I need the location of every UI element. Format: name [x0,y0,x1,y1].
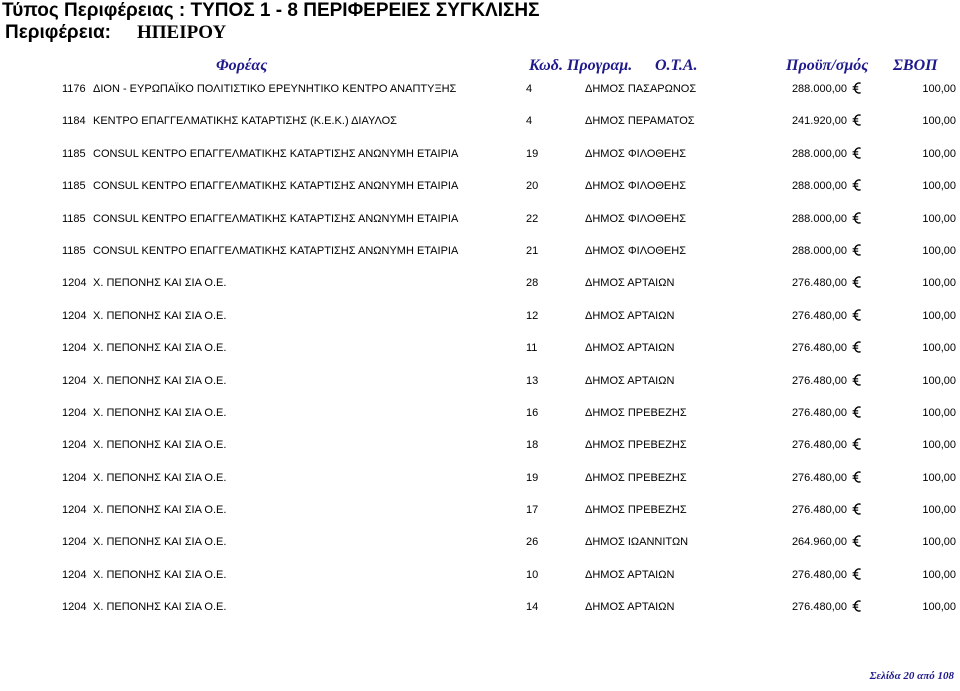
row-svop: 100,00 [922,439,956,452]
row-code: 1185 [62,147,86,160]
region-line [5,22,226,44]
column-header-foreas: Φορέας [216,57,268,74]
row-proupologismos: 264.960,00 [791,536,847,549]
table-row [0,590,960,622]
row-kod-program: 13 [526,374,539,387]
row-svop: 100,00 [922,406,956,419]
table-row [0,493,960,525]
page-counter: Σελίδα 20 από 108 [869,670,954,682]
euro-icon [852,437,862,451]
row-ota: ΔΗΜΟΣ ΑΡΤΑΙΩΝ [585,568,675,581]
row-code: 1185 [62,212,86,225]
row-proupologismos: 288.000,00 [791,244,847,257]
row-svop: 100,00 [922,342,956,355]
row-proupologismos: 276.480,00 [791,504,847,517]
row-ota: ΔΗΜΟΣ ΑΡΤΑΙΩΝ [585,601,675,614]
row-foreas: Χ. ΠΕΠΟΝΗΣ ΚΑΙ ΣΙΑ Ο.Ε. [93,277,227,290]
table-row [0,331,960,363]
row-svop: 100,00 [922,83,956,95]
euro-icon [852,340,862,354]
row-svop: 100,00 [922,536,956,549]
euro-icon [852,470,862,484]
row-svop: 100,00 [922,115,956,128]
euro-icon [852,81,862,95]
column-header-proupologismos: Προϋπ/σμός [786,57,869,74]
row-ota: ΔΗΜΟΣ ΠΡΕΒΕΖΗΣ [585,471,687,484]
table-row [0,396,960,428]
row-ota: ΔΗΜΟΣ ΠΡΕΒΕΖΗΣ [585,439,687,452]
row-foreas: CONSUL ΚΕΝΤΡΟ ΕΠΑΓΓΕΛΜΑΤΙΚΗΣ ΚΑΤΑΡΤΙΣΗΣ ΑΝΩΝΥΜΗ ΕΤΑΙΡΙΑ [93,212,459,225]
row-kod-program: 11 [526,342,538,355]
table-row [0,104,960,136]
row-code: 1204 [62,471,87,484]
row-ota: ΔΗΜΟΣ ΠΡΕΒΕΖΗΣ [585,406,687,419]
row-code: 1185 [62,180,86,193]
row-code: 1204 [62,277,87,290]
table-row [0,72,960,104]
row-foreas: Χ. ΠΕΠΟΝΗΣ ΚΑΙ ΣΙΑ Ο.Ε. [93,601,227,614]
euro-icon [852,599,862,613]
row-code: 1204 [62,439,87,452]
row-kod-program: 18 [526,439,539,452]
row-svop: 100,00 [922,309,956,322]
row-proupologismos: 288.000,00 [791,180,847,193]
row-proupologismos: 276.480,00 [791,601,847,614]
row-code: 1204 [62,568,87,581]
row-code: 1204 [62,309,87,322]
table-row [0,137,960,169]
table-row [0,558,960,590]
row-kod-program: 22 [526,212,539,225]
row-proupologismos: 241.920,00 [791,115,847,128]
euro-icon [852,308,862,322]
row-kod-program: 14 [526,601,539,614]
row-code: 1204 [62,374,87,387]
table-row [0,169,960,201]
row-ota: ΔΗΜΟΣ ΑΡΤΑΙΩΝ [585,374,675,387]
row-foreas: Χ. ΠΕΠΟΝΗΣ ΚΑΙ ΣΙΑ Ο.Ε. [93,536,227,549]
euro-icon [852,178,862,192]
row-proupologismos: 276.480,00 [791,439,847,452]
euro-icon [852,534,862,548]
table-row [0,202,960,234]
row-proupologismos: 276.480,00 [791,277,847,290]
page-title: Τύπος Περιφέρειας : ΤΥΠΟΣ 1 - 8 ΠΕΡΙΦΕΡΕΙΕΣ ΣΥΓΚΛΙΣΗΣ [2,0,540,21]
row-ota: ΔΗΜΟΣ ΑΡΤΑΙΩΝ [585,342,675,355]
row-code: 1204 [62,342,87,355]
row-svop: 100,00 [922,601,956,614]
row-kod-program: 28 [526,277,539,290]
row-code: 1176 [62,83,86,95]
row-foreas: Χ. ΠΕΠΟΝΗΣ ΚΑΙ ΣΙΑ Ο.Ε. [93,374,227,387]
row-kod-program: 19 [526,147,539,160]
row-svop: 100,00 [922,504,956,517]
row-proupologismos: 288.000,00 [791,212,847,225]
row-code: 1204 [62,504,87,517]
row-ota: ΔΗΜΟΣ ΠΡΕΒΕΖΗΣ [585,504,687,517]
table-body [0,72,960,623]
euro-icon [852,567,862,581]
row-code: 1184 [62,115,86,128]
row-proupologismos: 276.480,00 [791,406,847,419]
region-label: Περιφέρεια: [5,22,111,43]
row-proupologismos: 276.480,00 [791,374,847,387]
table-row [0,299,960,331]
table-row [0,461,960,493]
row-proupologismos: 276.480,00 [791,471,847,484]
row-svop: 100,00 [922,277,956,290]
row-ota: ΔΗΜΟΣ ΦΙΛΟΘΕΗΣ [585,147,687,160]
row-foreas: Χ. ΠΕΠΟΝΗΣ ΚΑΙ ΣΙΑ Ο.Ε. [93,309,227,322]
row-proupologismos: 276.480,00 [791,568,847,581]
row-svop: 100,00 [922,471,956,484]
row-ota: ΔΗΜΟΣ ΦΙΛΟΘΕΗΣ [585,244,687,257]
table-row [0,428,960,460]
row-ota: ΔΗΜΟΣ ΑΡΤΑΙΩΝ [585,309,675,322]
row-foreas: Χ. ΠΕΠΟΝΗΣ ΚΑΙ ΣΙΑ Ο.Ε. [93,439,227,452]
euro-icon [852,211,862,225]
table-row [0,364,960,396]
row-foreas: Χ. ΠΕΠΟΝΗΣ ΚΑΙ ΣΙΑ Ο.Ε. [93,568,227,581]
row-code: 1204 [62,406,87,419]
row-svop: 100,00 [922,374,956,387]
row-kod-program: 19 [526,471,539,484]
row-kod-program: 17 [526,504,539,517]
row-svop: 100,00 [922,147,956,160]
row-kod-program: 4 [526,115,533,128]
row-foreas: Χ. ΠΕΠΟΝΗΣ ΚΑΙ ΣΙΑ Ο.Ε. [93,504,227,517]
table-row [0,266,960,298]
euro-icon [852,405,862,419]
row-code: 1204 [62,536,87,549]
row-foreas: Χ. ΠΕΠΟΝΗΣ ΚΑΙ ΣΙΑ Ο.Ε. [93,342,227,355]
row-kod-program: 10 [526,568,539,581]
row-kod-program: 16 [526,406,539,419]
row-foreas: Χ. ΠΕΠΟΝΗΣ ΚΑΙ ΣΙΑ Ο.Ε. [93,471,227,484]
row-proupologismos: 276.480,00 [791,342,847,355]
row-foreas: CONSUL ΚΕΝΤΡΟ ΕΠΑΓΓΕΛΜΑΤΙΚΗΣ ΚΑΤΑΡΤΙΣΗΣ ΑΝΩΝΥΜΗ ΕΤΑΙΡΙΑ [93,147,459,160]
euro-icon [852,275,862,289]
column-header-kod-program: Κωδ. Προγραμ. [529,57,633,74]
row-svop: 100,00 [922,180,956,193]
row-code: 1185 [62,244,86,257]
row-svop: 100,00 [922,212,956,225]
table-row [0,234,960,266]
row-foreas: ΔΙΟΝ - ΕΥΡΩΠΑΪΚΟ ΠΟΛΙΤΙΣΤΙΚΟ ΕΡΕΥΝΗΤΙΚΟ ΚΕΝΤΡΟ ΑΝΑΠΤΥΞΗΣ [93,83,457,95]
row-svop: 100,00 [922,568,956,581]
euro-icon [852,243,862,257]
row-foreas: CONSUL ΚΕΝΤΡΟ ΕΠΑΓΓΕΛΜΑΤΙΚΗΣ ΚΑΤΑΡΤΙΣΗΣ ΑΝΩΝΥΜΗ ΕΤΑΙΡΙΑ [93,244,459,257]
row-proupologismos: 276.480,00 [791,309,847,322]
row-ota: ΔΗΜΟΣ ΦΙΛΟΘΕΗΣ [585,180,687,193]
column-header-ota: Ο.Τ.Α. [655,57,698,74]
row-kod-program: 12 [526,309,539,322]
row-foreas: ΚΕΝΤΡΟ ΕΠΑΓΓΕΛΜΑΤΙΚΗΣ ΚΑΤΑΡΤΙΣΗΣ (Κ.Ε.Κ.) ΔΙΑΥΛΟΣ [93,115,397,128]
row-foreas: Χ. ΠΕΠΟΝΗΣ ΚΑΙ ΣΙΑ Ο.Ε. [93,406,227,419]
row-ota: ΔΗΜΟΣ ΙΩΑΝΝΙΤΩΝ [585,536,689,549]
row-kod-program: 20 [526,180,539,193]
region-value: ΗΠΕΙΡΟΥ [137,22,227,43]
row-svop: 100,00 [922,244,956,257]
row-ota: ΔΗΜΟΣ ΠΑΣΑΡΩΝΟΣ [585,83,697,95]
row-ota: ΔΗΜΟΣ ΠΕΡΑΜΑΤΟΣ [585,115,695,128]
row-ota: ΔΗΜΟΣ ΦΙΛΟΘΕΗΣ [585,212,687,225]
row-proupologismos: 288.000,00 [791,147,847,160]
table-row [0,525,960,557]
euro-icon [852,146,862,160]
row-kod-program: 21 [526,244,539,257]
row-kod-program: 4 [526,83,533,95]
row-foreas: CONSUL ΚΕΝΤΡΟ ΕΠΑΓΓΕΛΜΑΤΙΚΗΣ ΚΑΤΑΡΤΙΣΗΣ ΑΝΩΝΥΜΗ ΕΤΑΙΡΙΑ [93,180,459,193]
row-ota: ΔΗΜΟΣ ΑΡΤΑΙΩΝ [585,277,675,290]
row-proupologismos: 288.000,00 [791,83,847,95]
euro-icon [852,113,862,127]
row-code: 1204 [62,601,87,614]
euro-icon [852,373,862,387]
row-kod-program: 26 [526,536,539,549]
column-header-svop: ΣΒΟΠ [893,57,938,74]
euro-icon [852,502,862,516]
